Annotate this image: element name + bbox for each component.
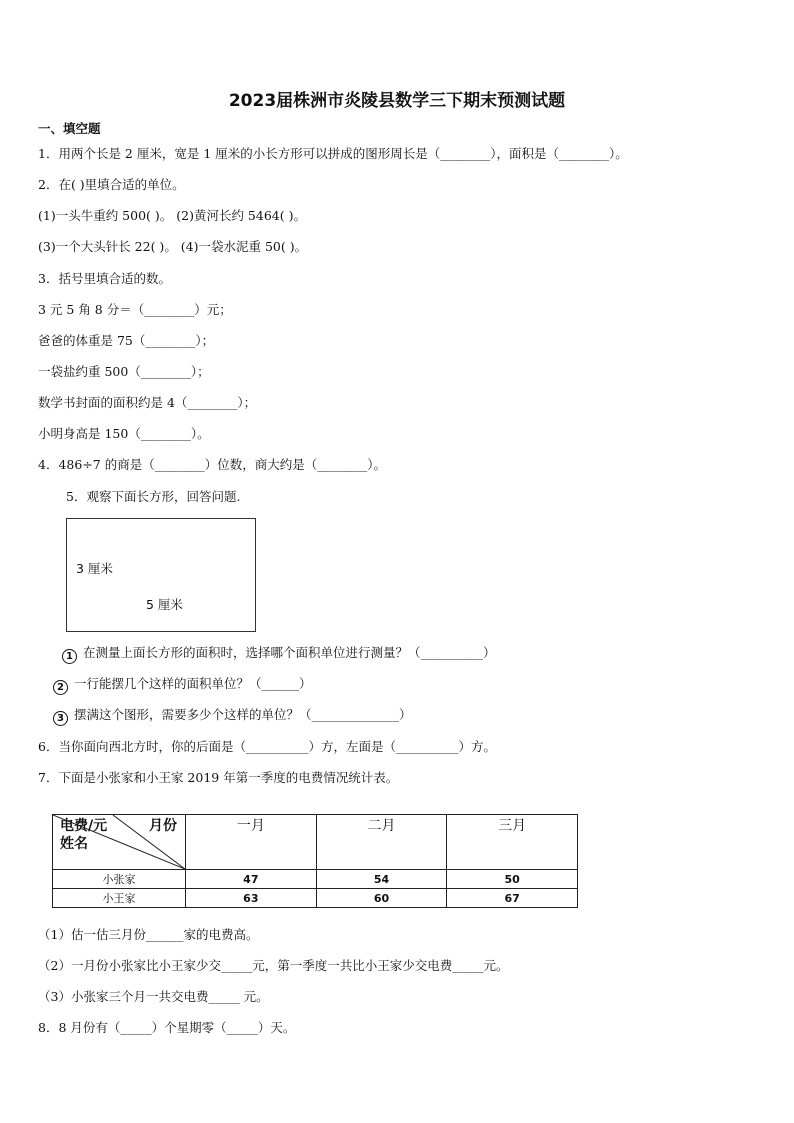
table-row xyxy=(53,889,578,908)
question-5: 5．观察下面长方形，回答问题. xyxy=(66,489,241,504)
table-cell: 54 xyxy=(316,870,447,889)
page-title: 2023届株洲市炎陵县数学三下期末预测试题 xyxy=(228,91,566,111)
corner-month-label: 月份 xyxy=(149,818,177,834)
question-3: 3．括号里填合适的数。 xyxy=(38,271,171,286)
table-cell: 63 xyxy=(186,889,317,908)
question-1: 1．用两个长是 2 厘米，宽是 1 厘米的小长方形可以拼成的图形周长是（________），面积是（________）。 xyxy=(38,146,628,161)
question-5-sub-2 xyxy=(53,676,312,695)
question-5-sub-3 xyxy=(53,707,412,726)
row-name: 小张家 xyxy=(53,870,186,889)
table-row xyxy=(53,870,578,889)
sub-question-text: 摆满这个图形，需要多少个这样的单位？（______________） xyxy=(74,707,412,722)
table-cell: 47 xyxy=(186,870,317,889)
question-4: 4．486÷7 的商是（________）位数，商大约是（________）。 xyxy=(38,457,386,472)
table-cell: 50 xyxy=(447,870,578,889)
question-3-a: 3 元 5 角 8 分＝（________）元； xyxy=(38,302,232,317)
section-heading: 一、填空题 xyxy=(38,121,101,136)
rectangle-side-label: 3 厘米 xyxy=(76,561,113,576)
table-header-month: 一月 xyxy=(186,815,317,870)
row-name: 小王家 xyxy=(53,889,186,908)
circled-number: 1 xyxy=(62,649,77,664)
question-7-1: （1）估一估三月份______家的电费高。 xyxy=(38,927,259,942)
table-cell: 67 xyxy=(447,889,578,908)
sub-question-text: 在测量上面长方形的面积时，选择哪个面积单位进行测量？（__________） xyxy=(83,645,496,660)
electricity-table xyxy=(52,814,578,908)
table-corner-cell xyxy=(53,815,186,870)
circled-number: 2 xyxy=(53,680,68,695)
question-3-e: 小明身高是 150（________）。 xyxy=(38,426,210,441)
question-3-d: 数学书封面的面积约是 4（________）； xyxy=(38,395,257,410)
question-2: 2．在( )里填合适的单位。 xyxy=(38,177,185,192)
table-cell: 60 xyxy=(316,889,447,908)
question-2-part-b: (3)一个大头针长 22( )。 (4)一袋水泥重 50( )。 xyxy=(38,239,308,254)
corner-fee-label: 电费/元 xyxy=(60,818,108,834)
table-header-month: 三月 xyxy=(447,815,578,870)
question-6: 6．当你面向西北方时，你的后面是（__________）方，左面是（__________）方。 xyxy=(38,739,496,754)
rectangle-figure xyxy=(66,518,256,632)
question-3-c: 一袋盐约重 500（________）； xyxy=(38,364,210,379)
corner-name-label: 姓名 xyxy=(60,836,88,852)
question-8: 8．8 月份有（_____）个星期零（_____）天。 xyxy=(38,1020,296,1035)
question-7-3: （3）小张家三个月一共交电费_____ 元。 xyxy=(38,989,269,1004)
question-5-sub-1 xyxy=(62,645,496,664)
circled-number: 3 xyxy=(53,711,68,726)
rectangle-bottom-label: 5 厘米 xyxy=(146,597,183,612)
question-3-b: 爸爸的体重是 75（________）； xyxy=(38,333,215,348)
table-header-month: 二月 xyxy=(316,815,447,870)
question-7-2: （2）一月份小张家比小王家少交_____元，第一季度一共比小王家少交电费_____元。 xyxy=(38,958,509,973)
sub-question-text: 一行能摆几个这样的面积单位？（______） xyxy=(74,676,312,691)
question-2-part-a: (1)一头牛重约 500( )。 (2)黄河长约 5464( )。 xyxy=(38,208,306,223)
question-7: 7．下面是小张家和小王家 2019 年第一季度的电费情况统计表。 xyxy=(38,770,399,785)
